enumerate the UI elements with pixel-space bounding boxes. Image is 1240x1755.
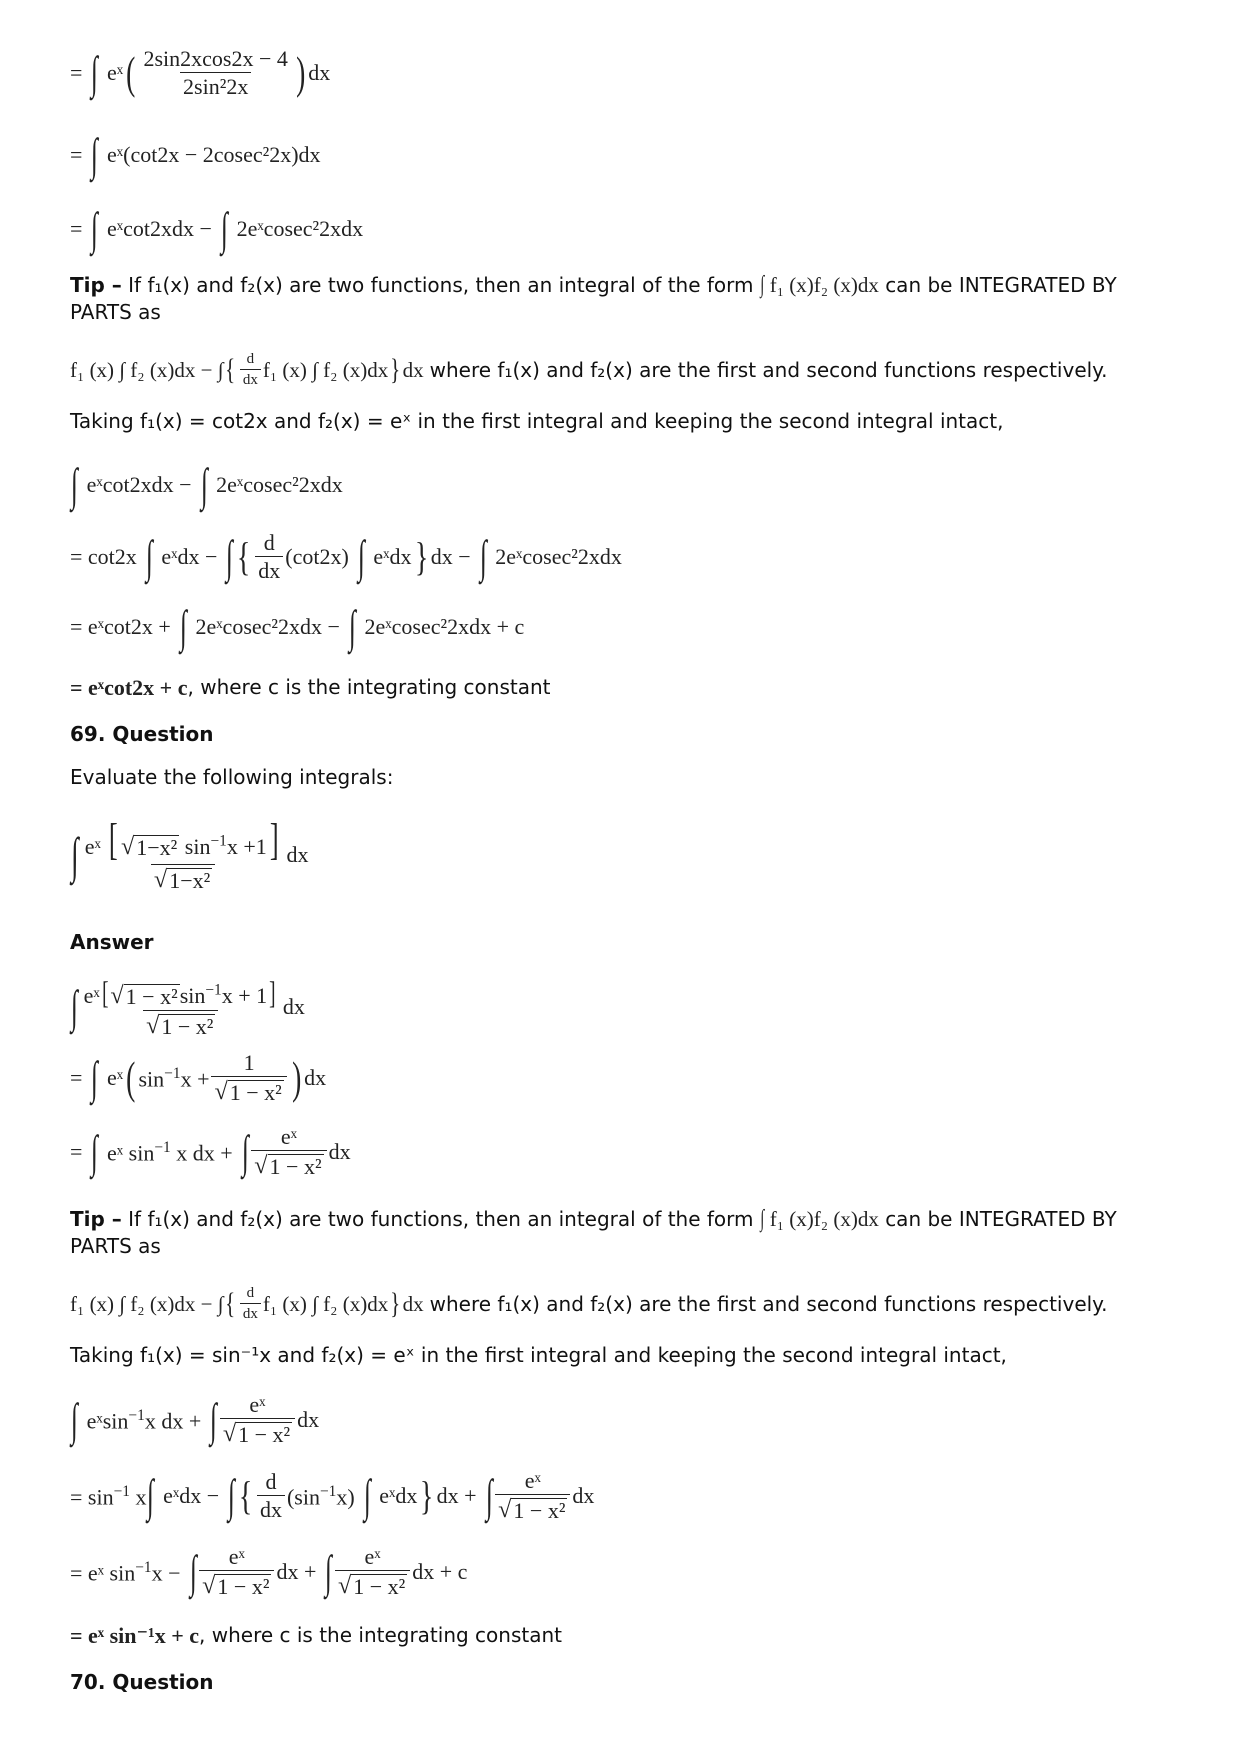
tip-text-continued: can be INTEGRATED BY xyxy=(885,273,1117,297)
result-note: , where c is the integrating constant xyxy=(199,1623,563,1647)
result-note: , where c is the integrating constant xyxy=(187,675,551,699)
tip-label: Tip – xyxy=(70,273,122,297)
work-term: (cot2x) xyxy=(285,544,349,569)
answer-line-3: = ∫ eˣ $\sin^{-1} x$ dx + ∫ eˣ √ 1 − x² dx xyxy=(70,1124,351,1179)
equation-line-1: = ∫ eˣ ( $\frac{2\sin 2xcos2x - 4}{\text{2sin²2x}}$ ) dx xyxy=(70,46,331,99)
work-term: = cot2x xyxy=(70,544,137,569)
tip-paragraph-1: Tip – If f₁(x) and f₂(x) are two functions, then an integral of the form ∫ f₁ (x)f₂ (x)dx can be INTEGRATED BY PARTS as xyxy=(70,272,1117,324)
parts-formula-explanation: where f₁(x) and f₂(x) are the first and second functions respectively. xyxy=(429,357,1108,382)
tip-text-end: PARTS as xyxy=(70,1234,161,1258)
work-term: 2eˣcosec²2xdx xyxy=(495,544,622,569)
equation-line-3: = ∫ eˣcot2xdx − ∫ 2eˣcosec²2xdx xyxy=(70,203,364,254)
fraction-denominator: 2sin²2x xyxy=(180,72,251,98)
work-term: 2eˣcosec²2xdx xyxy=(216,472,343,497)
equation-term-a: eˣcot2xdx − xyxy=(107,216,212,241)
taking-statement-2: Taking f₁(x) = sin⁻¹x and f₂(x) = eˣ in the first integral and keeping the second integral intact, xyxy=(70,1343,1007,1367)
work2-line-3: = eˣ $\sin^{-1}x$ − ∫ eˣ √ 1 − x² dx + ∫ eˣ √ 1 − x² dx + c xyxy=(70,1544,468,1599)
result-line-2 xyxy=(70,1622,562,1649)
final-result: = eˣcot2x + c xyxy=(70,674,188,700)
integration-by-parts-formula-2: f₁ (x) ∫ f₂ (x)dx − ∫ { $\frac{d}{dx}$ f₁ (x) ∫ f₂ (x)dx } dx where f₁(x) and f₂(x) are the first and second functions respectively. xyxy=(70,1285,1108,1322)
work-term: eˣcot2xdx − xyxy=(86,472,192,497)
equation-term-b: 2eˣcosec²2xdx xyxy=(236,216,364,241)
tip-text-end: PARTS as xyxy=(70,300,161,324)
question-prompt: Evaluate the following integrals: xyxy=(70,765,394,789)
fraction-numerator: 2sin2xcos2x − 4 xyxy=(143,46,288,71)
equation-line-2: = ∫ eˣ(cot2x − 2cosec²2x)dx xyxy=(70,129,321,180)
work-term: = eˣcot2x + xyxy=(70,614,171,639)
answer-heading: Answer xyxy=(70,930,154,954)
work-line-2: = cot2x ∫ eˣdx − ∫ { $\frac{d}{dx}$ (cot2x) ∫ eˣdx } dx − ∫ 2eˣcosec²2xdx xyxy=(70,530,622,583)
question-heading-69: 69. Question xyxy=(70,722,214,746)
equation-body: eˣ(cot2x − 2cosec²2x)dx xyxy=(107,142,321,167)
work-term: eˣdx − xyxy=(161,544,218,569)
answer-line-2: = ∫ eˣ ( $\sin^{-1}x$ + 1 √ 1 − x² ) dx xyxy=(70,1050,327,1105)
parts-formula-middle: f₁ (x) ∫ f₂ (x)dx xyxy=(262,1291,389,1316)
work-term: 2eˣcosec²2xdx + c xyxy=(364,614,525,639)
tip-label: Tip – xyxy=(70,1207,122,1231)
taking-statement-1: Taking f₁(x) = cot2x and f₂(x) = eˣ in the first integral and keeping the second integral intact, xyxy=(70,409,1004,433)
parts-formula-middle: f₁ (x) ∫ f₂ (x)dx xyxy=(262,357,389,382)
derivative-dx: dx xyxy=(240,369,261,388)
tip-formula: f₁ (x)f₂ (x)dx xyxy=(769,273,879,297)
derivative-dx: dx xyxy=(240,1303,261,1322)
parts-formula-explanation: where f₁(x) and f₂(x) are the first and second functions respectively. xyxy=(429,1291,1108,1316)
parts-formula-left: f₁ (x) ∫ f₂ (x)dx − ∫ xyxy=(70,357,224,382)
result-line-1 xyxy=(70,674,551,701)
parts-formula-right: dx xyxy=(402,1291,424,1316)
tip-formula: f₁ (x)f₂ (x)dx xyxy=(769,1207,879,1231)
work-line-1: ∫ eˣcot2xdx − ∫ 2eˣcosec²2xdx xyxy=(70,459,343,510)
parts-formula-right: dx xyxy=(402,357,424,382)
work-line-3: = eˣcot2x + ∫ 2eˣcosec²2xdx − ∫ 2eˣcosec²2xdx + c xyxy=(70,601,525,652)
tip-text-continued: can be INTEGRATED BY xyxy=(885,1207,1117,1231)
tip-text: If f₁(x) and f₂(x) are two functions, then an integral of the form xyxy=(128,273,754,297)
work2-line-1: ∫ eˣsin$^{-1}$x dx + ∫ eˣ √ 1 − x² dx xyxy=(70,1392,320,1447)
tip-text: If f₁(x) and f₂(x) are two functions, then an integral of the form xyxy=(128,1207,754,1231)
integration-by-parts-formula-1: f₁ (x) ∫ f₂ (x)dx − ∫ { $\frac{d}{dx}$ f₁ (x) ∫ f₂ (x)dx } dx where f₁(x) and f₂(x) are the first and second functions respectively. xyxy=(70,351,1108,388)
dx-label: dx xyxy=(308,60,331,85)
final-result: = eˣ sin⁻¹x + c xyxy=(70,1622,200,1648)
work-term: dx − xyxy=(430,544,471,569)
parts-formula-left: f₁ (x) ∫ f₂ (x)dx − ∫ xyxy=(70,1291,224,1316)
question-heading-70: 70. Question xyxy=(70,1670,214,1694)
tip-paragraph-2: Tip – If f₁(x) and f₂(x) are two functions, then an integral of the form ∫ f₁ (x)f₂ (x)dx can be INTEGRATED BY PARTS as xyxy=(70,1206,1117,1258)
derivative-d: d xyxy=(246,351,255,367)
answer-line-1: ∫ eˣ[ √ 1 − x² $\sin^{-1}x + 1$] √ 1 − x² dx xyxy=(70,974,305,1040)
work2-line-2: = $\sin^{-1} x$ ∫ eˣdx − ∫ { $\frac{d}{dx}$ $(\sin^{-1}x)$ ∫ eˣdx } dx + ∫ eˣ √ 1 − x² dx xyxy=(70,1468,595,1523)
derivative-d: d xyxy=(246,1285,255,1301)
work-term: 2eˣcosec²2xdx − xyxy=(195,614,340,639)
question-integral: ∫ eˣ [ √ 1−x² $\sin^{-1}x +1$] √ 1−x² dx xyxy=(71,815,309,893)
work-term: eˣdx xyxy=(373,544,412,569)
